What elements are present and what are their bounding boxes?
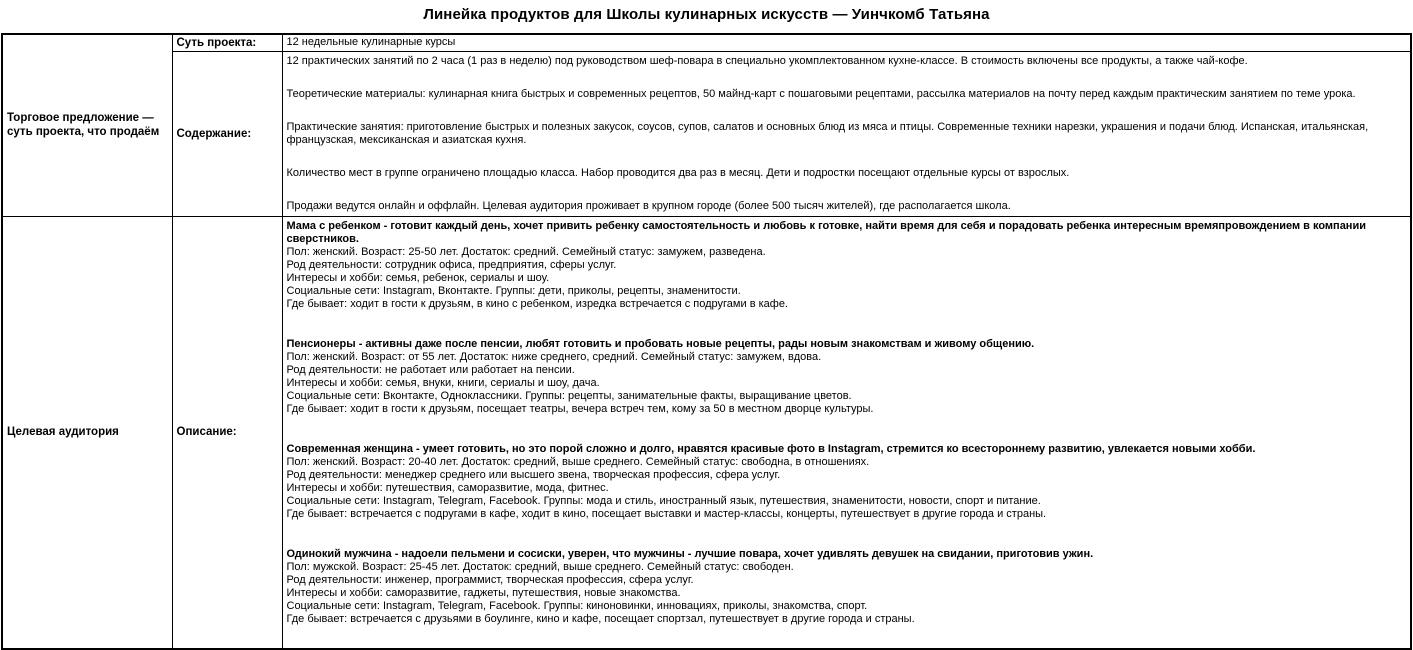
persona-detail: Социальные сети: Instagram, Вконтакте. Группы: дети, приколы, рецепты, знаменитости. bbox=[286, 284, 741, 297]
row-target-audience bbox=[2, 216, 1411, 649]
persona-block-pensioners bbox=[287, 338, 1407, 416]
persona-detail: Где бывает: встречается с подругами в кафе, ходит в кино, посещает выставки и мастер-классы, концерты, путешествует в другие города и страны. bbox=[286, 507, 1047, 520]
audience-group-label: Целевая аудитория bbox=[7, 426, 119, 439]
cell-offer-group bbox=[2, 34, 172, 216]
page-title: Линейка продуктов для Школы кулинарных искусств — Уинчкомб Татьяна bbox=[423, 6, 990, 23]
persona-detail: Пол: мужской. Возраст: 25-45 лет. Достаток: средний, выше среднего. Семейный статус: свободен. bbox=[286, 560, 794, 573]
essence-text: 12 недельные кулинарные курсы bbox=[286, 36, 456, 49]
content-paragraph: 12 практических занятий по 2 часа (1 раз в неделю) под руководством шеф-повара в специально укомплектованном кухне-классе. В стоимость включены все продукты, а также чай-кофе. bbox=[286, 54, 1248, 67]
persona-header: Пенсионеры - активны даже после пенсии, любят готовить и пробовать новые рецепты, рады новым знакомствам и живому общению. bbox=[286, 337, 1035, 350]
persona-detail: Где бывает: ходит в гости к друзьям, в кино с ребенком, изредка встречается с подругами в кафе. bbox=[286, 297, 788, 310]
content-paragraph: Количество мест в группе ограничено площадью класса. Набор проводится два раз в месяц. Дети и подростки посещают отдельные курсы от взрослых. bbox=[286, 166, 1070, 179]
persona-block-mother bbox=[287, 220, 1407, 311]
persona-detail: Пол: женский. Возраст: 25-50 лет. Достаток: средний. Семейный статус: замужем, разведена. bbox=[286, 245, 766, 258]
persona-detail: Род деятельности: инженер, программист, творческая профессия, сфера услуг. bbox=[286, 573, 694, 586]
essence-label: Суть проекта: bbox=[176, 36, 257, 49]
cell-description-body bbox=[282, 216, 1411, 649]
persona-detail: Пол: женский. Возраст: от 55 лет. Достаток: ниже среднего, средний. Семейный статус: замужем, вдова. bbox=[286, 350, 822, 363]
persona-detail: Род деятельности: менеджер среднего или высшего звена, творческая профессия, сфера услуг. bbox=[286, 468, 781, 481]
cell-audience-group bbox=[2, 216, 172, 649]
persona-detail: Интересы и хобби: семья, внуки, книги, сериалы и шоу, дача. bbox=[286, 376, 600, 389]
content-paragraph: Теоретические материалы: кулинарная книга быстрых и современных рецептов, 50 майнд-карт с пошаговыми рецептами, рассылка материалов на почту перед каждым практическим занятием по теме урока. bbox=[286, 87, 1356, 100]
persona-detail: Где бывает: ходит в гости к друзьям, посещает театры, вечера встреч тем, кому за 50 в местном дворце культуры. bbox=[286, 402, 874, 415]
cell-content-label bbox=[172, 51, 282, 216]
persona-detail: Где бывает: встречается с друзьями в боулинге, кино и кафе, посещает спортзал, путешествует в другие города и страны. bbox=[286, 612, 915, 625]
description-label: Описание: bbox=[176, 426, 237, 439]
content-paragraph: Практические занятия: приготовление быстрых и полезных закусок, соусов, супов, салатов и основных блюд из мяса и птицы. Современные техники нарезки, украшения и подачи блюд. Испанская, итальянская, французская, мексиканская и азиатская кухня. bbox=[286, 120, 1369, 146]
persona-detail: Пол: женский. Возраст: 20-40 лет. Достаток: средний, выше среднего. Семейный статус: свободна, в отношениях. bbox=[286, 455, 870, 468]
persona-detail: Род деятельности: сотрудник офиса, предприятия, сферы услуг. bbox=[286, 258, 617, 271]
content-label: Содержание: bbox=[176, 127, 252, 140]
row-project-essence bbox=[2, 34, 1411, 51]
persona-detail: Интересы и хобби: саморазвитие, гаджеты, путешествия, новые знакомства. bbox=[286, 586, 681, 599]
cell-essence-label bbox=[172, 34, 282, 51]
persona-header: Одинокий мужчина - надоели пельмени и сосиски, уверен, что мужчины - лучшие повара, хочет удивлять девушек на свидании, приготовив ужин. bbox=[286, 547, 1094, 560]
content-paragraph: Продажи ведутся онлайн и оффлайн. Целевая аудитория проживает в крупном городе (более 500 тысяч жителей), где располагается школа. bbox=[286, 199, 1011, 212]
persona-header: Современная женщина - умеет готовить, но это порой сложно и долго, нравятся красивые фото в Instagram, стремится ко всестороннему развитию, увлекается новыми хобби. bbox=[286, 442, 1256, 455]
persona-detail: Род деятельности: не работает или работает на пенсии. bbox=[286, 363, 575, 376]
row-project-content bbox=[2, 51, 1411, 216]
product-line-table bbox=[1, 33, 1412, 650]
persona-block-modern-woman bbox=[287, 443, 1407, 521]
persona-detail: Социальные сети: Вконтакте, Одноклассники. Группы: рецепты, занимательные факты, выращивание цветов. bbox=[286, 389, 852, 402]
persona-detail: Социальные сети: Instagram, Telegram, Facebook. Группы: мода и стиль, иностранный язык, путешествия, знаменитости, новости, спорт и питание. bbox=[286, 494, 1041, 507]
persona-detail: Интересы и хобби: семья, ребенок, сериалы и шоу. bbox=[286, 271, 550, 284]
cell-description-label bbox=[172, 216, 282, 649]
offer-group-label: Торговое предложение — суть проекта, что продаём bbox=[7, 112, 160, 139]
persona-detail: Интересы и хобби: путешествия, саморазвитие, мода, фитнес. bbox=[286, 481, 609, 494]
cell-essence-content bbox=[282, 34, 1411, 51]
persona-detail: Социальные сети: Instagram, Telegram, Facebook. Группы: киноновинки, инновациях, приколы, знакомства, спорт. bbox=[286, 599, 868, 612]
persona-block-single-man bbox=[287, 548, 1407, 626]
persona-header: Мама с ребенком - готовит каждый день, хочет привить ребенку самостоятельность и любовь к готовке, найти время для себя и порадовать ребенка интересным времяпровождением в компании сверстников. bbox=[286, 219, 1366, 245]
cell-content-body bbox=[282, 51, 1411, 216]
